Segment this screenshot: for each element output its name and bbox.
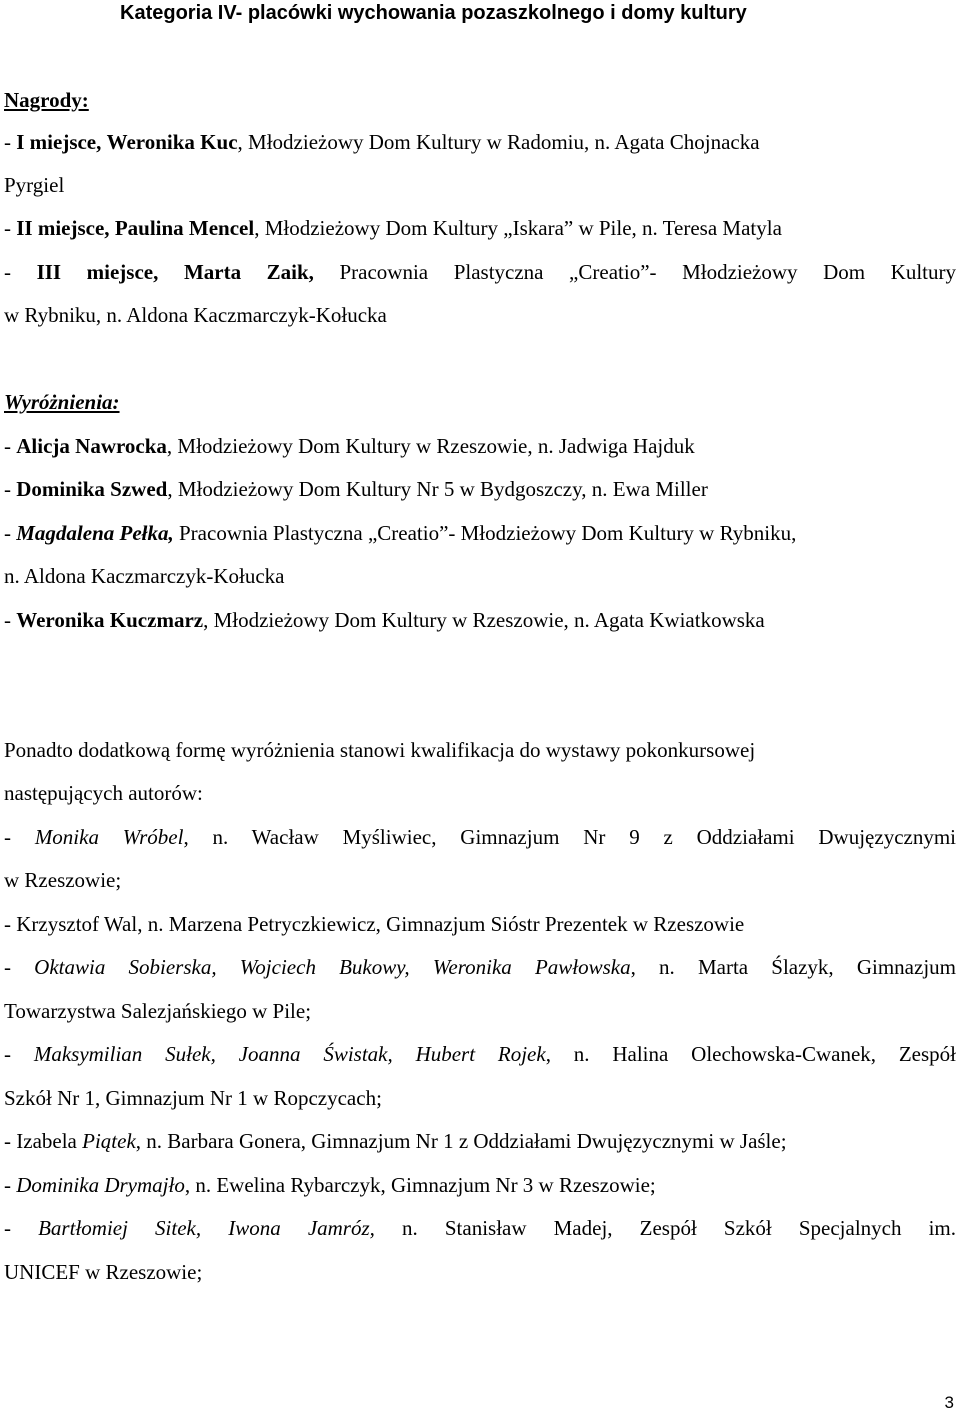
exhibition-intro: Ponadto dodatkową formę wyróżnienia stanowi kwalifikacja do wystawy pokonkursowej (4, 738, 756, 762)
exhibition-details: , n. Marta Ślazyk, Gimnazjum (630, 955, 956, 979)
award-first-rest: , Młodzieżowy Dom Kultury w Radomiu, n. Agata Chojnacka (237, 130, 760, 154)
exhibition-authors: Bartłomiej Sitek, Iwona Jamróz, (38, 1216, 375, 1240)
exhibition-prefix: - (4, 1216, 39, 1240)
exhibition-item (4, 914, 744, 935)
award-third-sep (158, 260, 184, 284)
award-first (4, 132, 760, 153)
exhibition-item (4, 827, 956, 848)
exhibition-authors: Monika Wróbel (34, 825, 184, 849)
awards-header: Nagrody: (4, 88, 89, 112)
exhibition-details: , n. Ewelina Rybarczyk, Gimnazjum Nr 3 w Rzeszowie; (184, 1173, 656, 1197)
award-second-name: Paulina Mencel (114, 216, 255, 240)
exhibition-continuation: Szkół Nr 1, Gimnazjum Nr 1 w Ropczycach; (4, 1086, 382, 1110)
exhibition-item (4, 1131, 787, 1152)
award-second-rank: II miejsce, (16, 216, 110, 240)
award-second-rest: , Młodzieżowy Dom Kultury „Iskara” w Pile, n. Teresa Matyla (254, 216, 782, 240)
award-first-prefix: - (4, 130, 17, 154)
distinction-prefix: - (4, 434, 17, 458)
exhibition-item (4, 957, 956, 978)
award-third-rank: III miejsce, (36, 260, 159, 284)
distinction-item (4, 523, 796, 544)
exhibition-intro-continuation: następujących autorów: (4, 781, 203, 805)
exhibition-details: , n. Barbara Gonera, Gimnazjum Nr 1 z Oddziałami Dwujęzycznymi w Jaśle; (135, 1129, 787, 1153)
page-number: 3 (944, 1393, 954, 1412)
award-third-continuation: w Rybniku, n. Aldona Kaczmarczyk-Kołucka (4, 303, 387, 327)
exhibition-details: , n. Wacław Myśliwiec, Gimnazjum Nr 9 z Oddziałami Dwujęzycznymi (183, 825, 957, 849)
distinction-item (4, 610, 765, 631)
exhibition-prefix: - (4, 1173, 17, 1197)
distinction-name: Magdalena Pełka, (16, 521, 174, 545)
distinctions-header: Wyróżnienia: (4, 390, 120, 414)
exhibition-continuation: UNICEF w Rzeszowie; (4, 1260, 203, 1284)
award-third (4, 262, 956, 283)
exhibition-prefix: - (4, 1129, 17, 1153)
distinction-item (4, 479, 708, 500)
distinction-name: Alicja Nawrocka (16, 434, 167, 458)
distinction-name: Dominika Szwed (16, 477, 168, 501)
distinction-continuation: n. Aldona Kaczmarczyk-Kołucka (4, 564, 285, 588)
award-second-prefix: - (4, 216, 17, 240)
distinction-prefix: - (4, 477, 17, 501)
exhibition-item (4, 1175, 656, 1196)
award-third-prefix: - (4, 260, 37, 284)
award-third-rest: Pracownia Plastyczna „Creatio”- Młodzieżowy Dom Kultury (313, 260, 957, 284)
exhibition-prefix: - (4, 1042, 34, 1066)
distinction-details: , Młodzieżowy Dom Kultury w Rzeszowie, n. Agata Kwiatkowska (203, 608, 765, 632)
exhibition-authors: Maksymilian Sułek, Joanna Świstak, Hubert Rojek (33, 1042, 546, 1066)
exhibition-item (4, 1044, 956, 1065)
exhibition-details: Krzysztof Wal, n. Marzena Petryczkiewicz, Gimnazjum Sióstr Prezentek w Rzeszowie (16, 912, 745, 936)
exhibition-details: n. Stanisław Madej, Zespół Szkół Specjalnych im. (374, 1216, 957, 1240)
award-first-name: Weronika Kuc (106, 130, 238, 154)
exhibition-authors: Dominika Drymajło (16, 1173, 185, 1197)
exhibition-continuation: w Rzeszowie; (4, 868, 122, 892)
exhibition-item (4, 1218, 956, 1239)
exhibition-authors: Oktawia Sobierska, Wojciech Bukowy, Weronika Pawłowska (34, 955, 631, 979)
exhibition-prefix: - (4, 955, 35, 979)
exhibition-details: , n. Halina Olechowska-Cwanek, Zespół (545, 1042, 956, 1066)
distinction-details: , Młodzieżowy Dom Kultury w Rzeszowie, n. Jadwiga Hajduk (166, 434, 695, 458)
distinction-item (4, 436, 695, 457)
exhibition-author-first: Izabela (16, 1129, 83, 1153)
page-title: Kategoria IV- placówki wychowania pozaszkolnego i domy kultury (120, 2, 747, 24)
exhibition-prefix: - (4, 912, 17, 936)
distinction-prefix: - (4, 608, 17, 632)
exhibition-continuation: Towarzystwa Salezjańskiego w Pile; (4, 999, 312, 1023)
award-second (4, 218, 782, 239)
award-first-continuation: Pyrgiel (4, 173, 65, 197)
award-third-name: Marta Zaik, (183, 260, 314, 284)
exhibition-prefix: - (4, 825, 35, 849)
distinction-details: Pracownia Plastyczna „Creatio”- Młodzieżowy Dom Kultury w Rybniku, (173, 521, 797, 545)
distinction-prefix: - (4, 521, 17, 545)
distinction-details: , Młodzieżowy Dom Kultury Nr 5 w Bydgoszczy, n. Ewa Miller (167, 477, 708, 501)
distinction-name: Weronika Kuczmarz (16, 608, 204, 632)
exhibition-author-last: Piątek (82, 1129, 136, 1153)
award-first-rank: I miejsce, (16, 130, 102, 154)
